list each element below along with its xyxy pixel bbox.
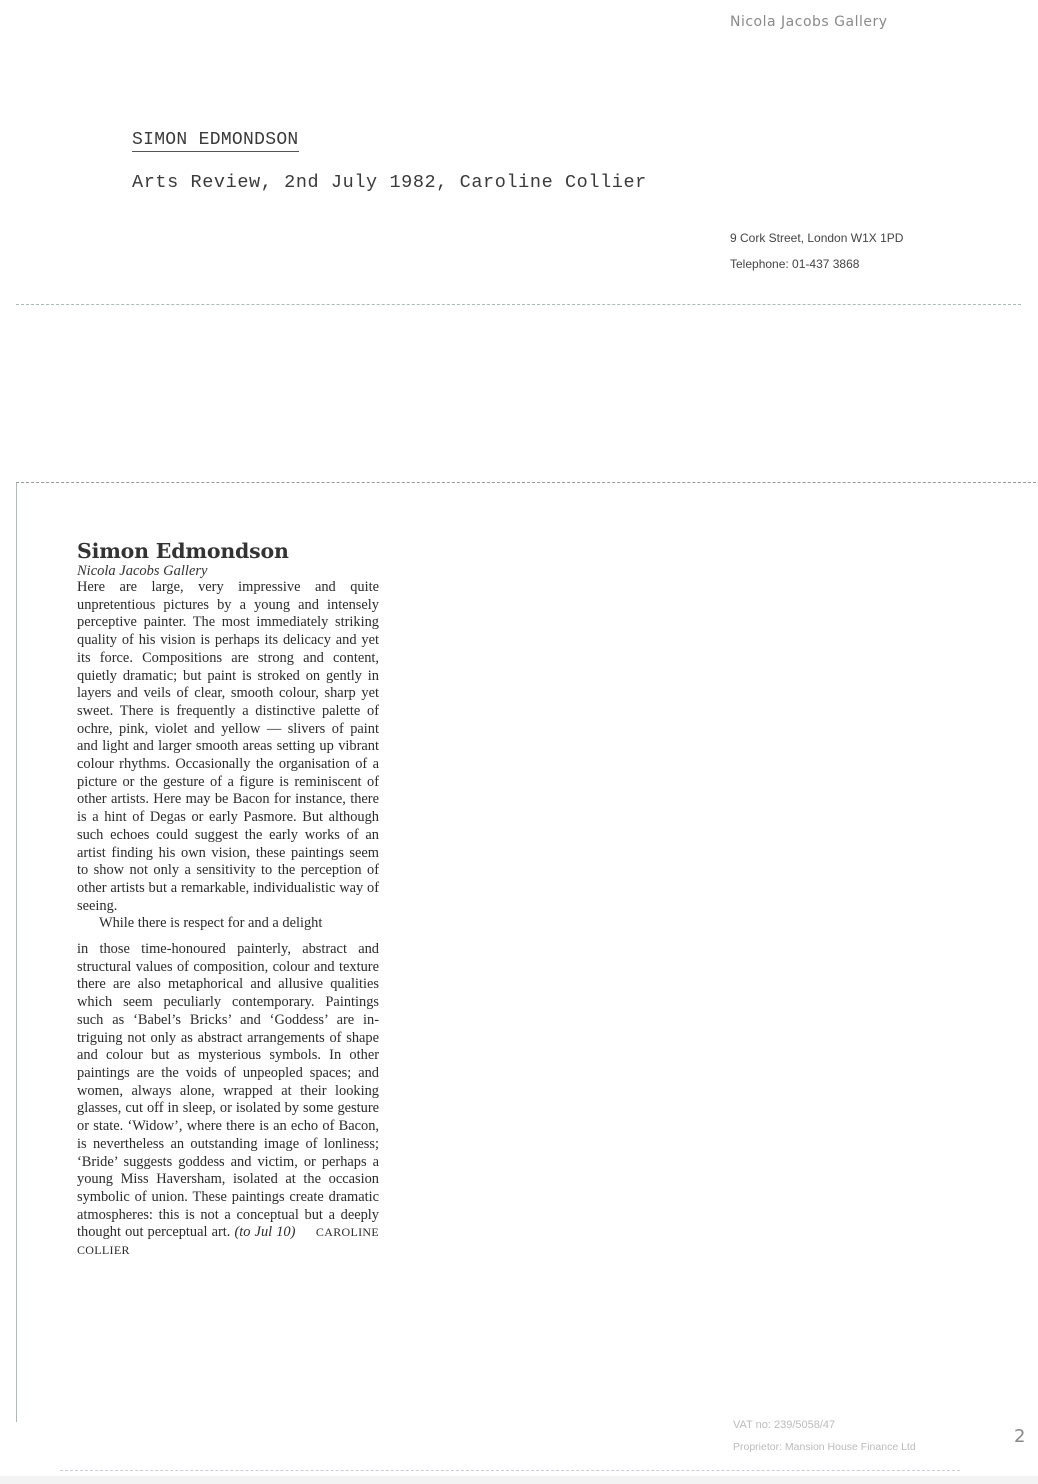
footer-proprietor: Proprietor: Mansion House Finance Ltd — [733, 1441, 916, 1453]
scan-bottom-edge — [0, 1476, 1038, 1484]
letterhead-telephone: Telephone: 01-437 3868 — [730, 257, 860, 271]
clipping-top-edge — [16, 482, 1036, 483]
letterhead-address: 9 Cork Street, London W1X 1PD — [730, 231, 904, 245]
review-article — [77, 539, 379, 1260]
article-headline: Simon Edmondson — [77, 539, 289, 563]
footer-divider — [60, 1470, 960, 1471]
article-paragraph: While there is respect for and a delight — [99, 915, 323, 932]
article-venue: Nicola Jacobs Gallery — [77, 563, 208, 579]
article-byline: CAROLINE COLLIER — [77, 1225, 379, 1258]
clipping-left-edge — [16, 482, 17, 1422]
letterhead-gallery-name: Nicola Jacobs Gallery — [730, 14, 888, 30]
article-paragraph: Here are large, very impressive and quite unpretentious pictures by a young and intensely perceptive painter. The most immediately striking quality of his vision is perhaps its delicacy and yet its force. Compositions are strong and content, quietly dramatic; but paint is stroked on gently in layers and veils of clear, smooth colour, sharp yet sweet. There is frequently a distinctive palette of ochre, pink, violet and yellow — slivers of paint and light and larger smooth areas setting up vibrant colour rhythms. Occasionally the organisation of a picture or the gesture of a figure is reminiscent of other artists. Here may be Bacon for instance, there is a hint of Degas or early Pasmore. But although such echoes could suggest the early works of an artist finding his own vision, these paintings seem to show not only a sensitivity to the perception of other artists but a remarkable, individualistic way of seeing. — [77, 579, 379, 914]
footer-vat-number: VAT no: 239/5058/47 — [733, 1419, 836, 1431]
exhibition-run-note: (to Jul 10) — [234, 1224, 296, 1241]
typed-title: SIMON EDMONDSON — [132, 130, 299, 150]
letterhead-divider — [16, 304, 1021, 305]
typed-subtitle: Arts Review, 2nd July 1982, Caroline Collier — [132, 172, 647, 193]
article-paragraph-text: in those time-honoured painterly, abstract and structural values of composition, colour and texture there are also metaphorical and allusive qualities which seem peculiarly contemporary. Paintings such as ‘Babel’s Bricks’ and ‘Goddess’ are intriguing not only as abstract arrangements of shape and colour but as mysterious symbols. In other paintings are the voids of unpeopled spaces; and women, always alone, wrapped at their looking glasses, cut off in sleep, or isolated by some gesture or state. ‘Widow’, where there is an echo of Bacon, is nevertheless an outstanding image of lonliness; ‘Bride’ suggests goddess and victim, or perhaps a young Miss Haversham, isolated at the occasion symbolic of union. These paintings create dramatic atmospheres: this is not a conceptual but a deeply thought out perceptual art. — [77, 941, 379, 1241]
article-paragraph-final — [77, 941, 379, 1260]
handwritten-page-number: 2 — [1014, 1426, 1026, 1447]
